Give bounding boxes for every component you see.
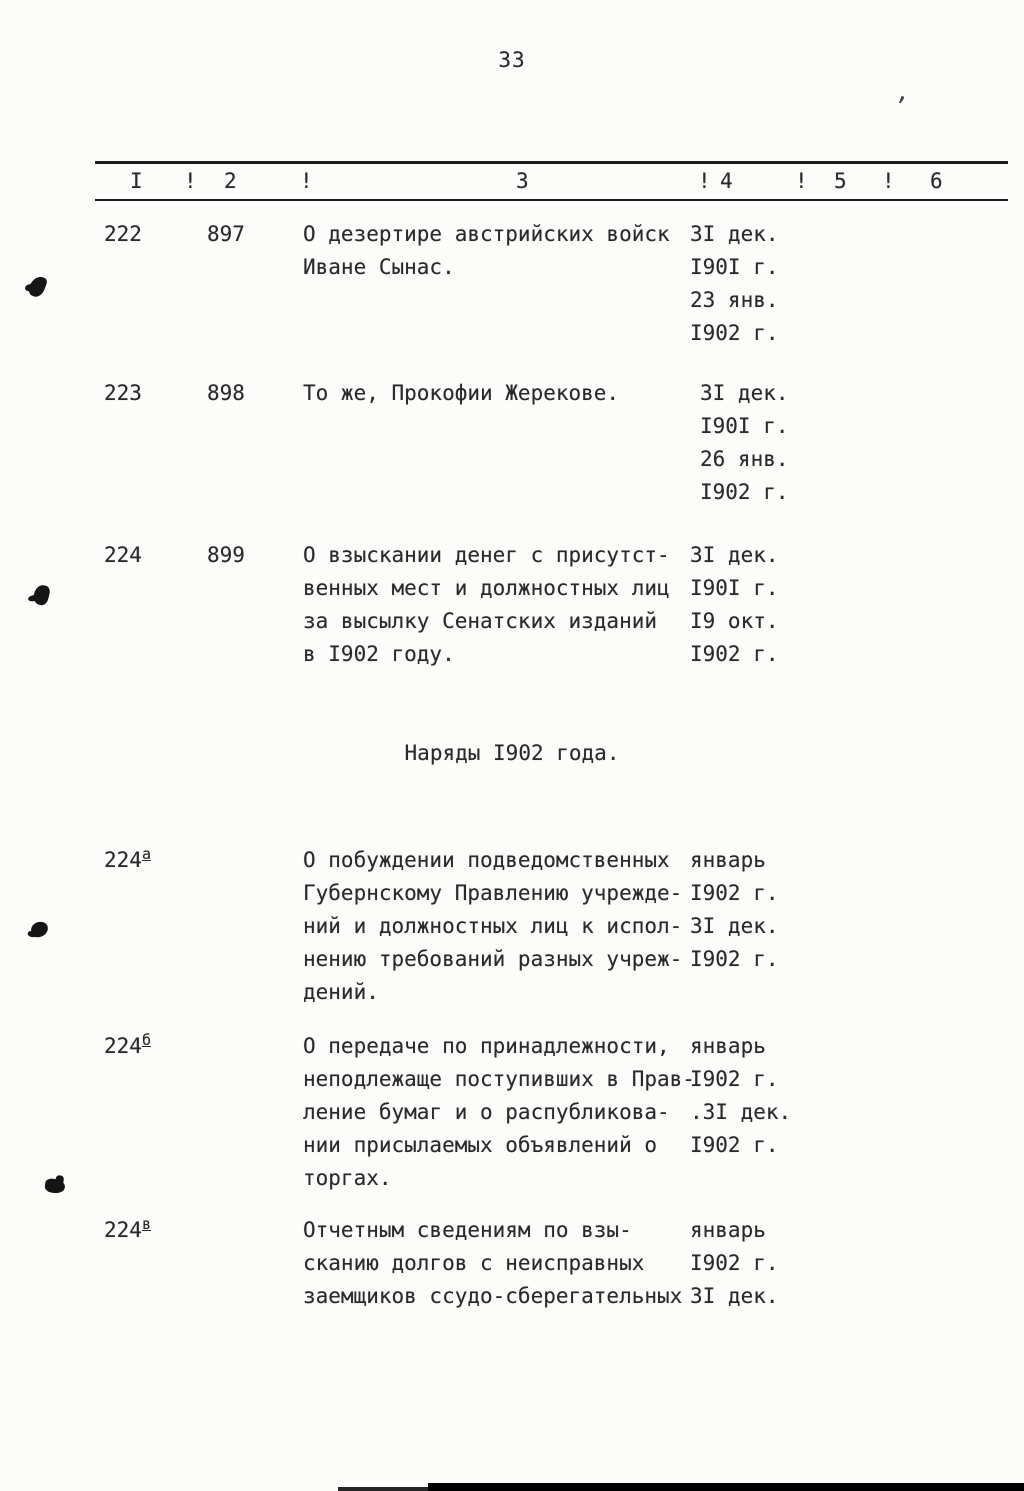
case-title-line: ний и должностных лиц к испол-: [303, 914, 683, 938]
case-title: [303, 1214, 713, 1313]
date-line: I902 г.: [690, 1133, 779, 1157]
date-line: I90I г.: [700, 414, 789, 438]
case-number: [104, 844, 151, 877]
case-title-line: Отчетным сведениям по взы-: [303, 1218, 632, 1242]
column-separator: !: [184, 169, 197, 193]
column-header-1: I: [130, 169, 143, 193]
case-number: 223: [104, 381, 142, 405]
page-number: 33: [498, 48, 526, 72]
case-number-base: 224: [104, 848, 142, 872]
date-line: I902 г.: [690, 1067, 779, 1091]
date-line: 3I дек.: [690, 543, 779, 567]
section-heading: Наряды I902 года.: [404, 741, 620, 765]
column-header-4: 4: [720, 169, 733, 193]
case-title-line: То же, Прокофии Жерекове.: [303, 381, 620, 405]
case-title-line: в I902 году.: [303, 642, 455, 666]
ink-blot: [44, 1178, 65, 1194]
case-number: [104, 1214, 151, 1247]
date-line: 26 янв.: [700, 447, 789, 471]
date-line: I902 г.: [690, 947, 779, 971]
case-title: [303, 1030, 713, 1195]
case-number-suffix: б: [141, 1031, 151, 1049]
case-title: [303, 844, 713, 1009]
date-line: январь: [690, 848, 766, 872]
date-line: I902 г.: [700, 480, 789, 504]
date-line: 3I дек.: [690, 222, 779, 246]
date-line: I90I г.: [690, 576, 779, 600]
case-dates: [690, 218, 890, 350]
case-number-suffix: в: [141, 1215, 151, 1233]
storage-number: 898: [207, 381, 245, 405]
ink-blot: [32, 583, 51, 606]
case-dates: [700, 377, 900, 509]
case-number-base: 224: [104, 1034, 142, 1058]
case-title-line: нии присылаемых объявлений о: [303, 1133, 658, 1157]
case-title: [303, 218, 713, 284]
case-title-line: Губернскому Правлению учрежде-: [303, 881, 683, 905]
case-title-line: О дезертире австрийских войск: [303, 222, 670, 246]
column-separator: !: [300, 169, 313, 193]
case-title: [303, 377, 713, 410]
date-line: I902 г.: [690, 321, 779, 345]
date-line: 3I дек.: [690, 914, 779, 938]
case-number: [104, 1030, 151, 1063]
date-line: .3I дек.: [690, 1100, 792, 1124]
storage-number: 899: [207, 543, 245, 567]
date-line: 3I дек.: [700, 381, 789, 405]
date-line: январь: [690, 1218, 766, 1242]
date-line: I902 г.: [690, 642, 779, 666]
case-dates: [690, 1030, 890, 1162]
table-top-rule: [95, 161, 1008, 164]
case-title-line: О взыскании денег с присутст-: [303, 543, 670, 567]
date-line: 3I дек.: [690, 1284, 779, 1308]
column-header-6: 6: [930, 169, 943, 193]
date-line: 23 янв.: [690, 288, 779, 312]
case-title: [303, 539, 713, 671]
column-separator: !: [882, 169, 895, 193]
ink-blot: [30, 921, 49, 938]
storage-number: 897: [207, 222, 245, 246]
case-number-base: 224: [104, 1218, 142, 1242]
case-title-line: ление бумаг и о распубликова-: [303, 1100, 670, 1124]
ink-blot: [27, 274, 49, 299]
case-title-line: О передаче по принадлежности,: [303, 1034, 670, 1058]
column-header-5: 5: [834, 169, 847, 193]
date-line: I902 г.: [690, 881, 779, 905]
case-title-line: неподлежаще поступивших в Прав-: [303, 1067, 695, 1091]
case-dates: [690, 844, 890, 976]
case-title-line: Иване Сынас.: [303, 255, 455, 279]
date-line: I90I г.: [690, 255, 779, 279]
case-number: 224: [104, 543, 142, 567]
date-line: январь: [690, 1034, 766, 1058]
case-number-suffix: а: [141, 845, 151, 863]
case-title-line: сканию долгов с неисправных: [303, 1251, 645, 1275]
column-header-3: 3: [516, 169, 529, 193]
case-title-line: О побуждении подведомственных: [303, 848, 670, 872]
case-title-line: заемщиков ссудо-сберегательных: [303, 1284, 683, 1308]
scan-edge-bar: [428, 1483, 1024, 1491]
case-dates: [690, 1214, 890, 1313]
table-header-rule: [95, 199, 1008, 201]
date-line: I902 г.: [690, 1251, 779, 1275]
column-separator: !: [795, 169, 808, 193]
case-dates: [690, 539, 890, 671]
date-line: I9 окт.: [690, 609, 779, 633]
case-title-line: торгах.: [303, 1166, 392, 1190]
scan-speck: ,: [893, 76, 913, 108]
case-number: 222: [104, 222, 142, 246]
case-title-line: дений.: [303, 980, 379, 1004]
case-title-line: за высылку Сенатских изданий: [303, 609, 658, 633]
case-title-line: венных мест и должностных лиц: [303, 576, 670, 600]
column-header-2: 2: [224, 169, 237, 193]
case-title-line: нению требований разных учреж-: [303, 947, 683, 971]
column-separator: !: [698, 169, 711, 193]
